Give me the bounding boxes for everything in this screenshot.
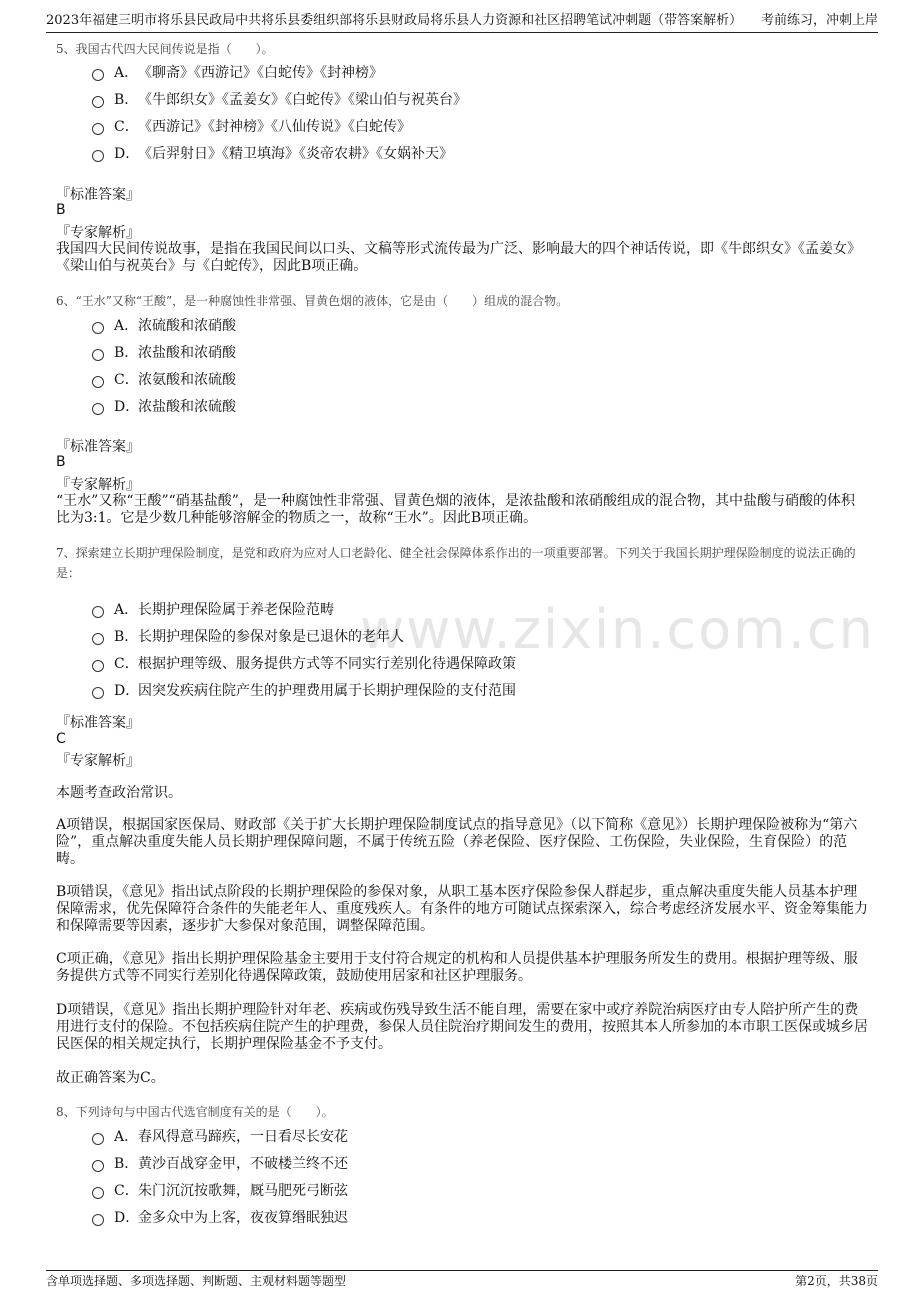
radio-icon[interactable] bbox=[92, 1214, 104, 1226]
radio-icon[interactable] bbox=[92, 633, 104, 645]
option-letter: A． bbox=[114, 318, 139, 334]
option-text: 《后羿射日》《精卫填海》《炎帝农耕》《女娲补天》 bbox=[138, 146, 453, 162]
option-letter: B． bbox=[114, 629, 139, 645]
q8-option-a[interactable] bbox=[92, 1126, 348, 1146]
q5-answer-label: 『标准答案』 bbox=[56, 187, 140, 203]
question-7-stem: 7、探索建立长期护理保险制度，是党和政府为应对人口老龄化、健全社会保障体系作出的一项重要部署。下列关于我国长期护理保险制度的说法正确的是： bbox=[56, 546, 856, 580]
q8-option-b[interactable] bbox=[92, 1153, 348, 1173]
q7-option-c[interactable] bbox=[92, 653, 516, 673]
option-text: 根据护理等级、服务提供方式等不同实行差别化待遇保障政策 bbox=[138, 656, 516, 672]
radio-icon[interactable] bbox=[92, 606, 104, 618]
option-text: 浓盐酸和浓硫酸 bbox=[138, 399, 236, 415]
q7-analysis-conclusion: 故正确答案为C。 bbox=[56, 1070, 165, 1086]
q5-analysis-label: 『专家解析』 bbox=[56, 225, 140, 241]
radio-icon[interactable] bbox=[92, 322, 104, 334]
radio-icon[interactable] bbox=[92, 687, 104, 699]
option-text: 《西游记》《封神榜》《八仙传说》《白蛇传》 bbox=[138, 119, 411, 135]
page-number: 第2页，共38页 bbox=[795, 1274, 878, 1288]
document-title: 2023年福建三明市将乐县民政局中共将乐县委组织部将乐县财政局将乐县人力资源和社区招聘笔试冲刺题（带答案解析） bbox=[46, 13, 743, 28]
q6-option-b[interactable] bbox=[92, 342, 236, 362]
radio-icon[interactable] bbox=[92, 349, 104, 361]
watermark: www.zixin.com.cn bbox=[360, 598, 875, 661]
q8-option-d[interactable] bbox=[92, 1207, 348, 1227]
option-letter: D． bbox=[114, 1210, 140, 1226]
q6-option-c[interactable] bbox=[92, 369, 236, 389]
q6-answer-label: 『标准答案』 bbox=[56, 439, 140, 455]
option-text: 《牛郎织女》《孟姜女》《白蛇传》《梁山伯与祝英台》 bbox=[138, 92, 467, 108]
question-8-stem: 8、下列诗句与中国古代选官制度有关的是（ ）。 bbox=[56, 1105, 334, 1119]
q7-analysis-c: C项正确，《意见》指出长期护理保险基金主要用于支付符合规定的机构和人员提供基本护理服务所发生的费用。根据护理等级、服务提供方式等不同实行差别化待遇保障政策，鼓励使用居家和社区护理服务。 bbox=[56, 951, 858, 984]
radio-icon[interactable] bbox=[92, 69, 104, 81]
option-text: 因突发疾病住院产生的护理费用属于长期护理保险的支付范围 bbox=[138, 683, 516, 699]
option-text: 浓盐酸和浓硝酸 bbox=[138, 345, 236, 361]
q6-analysis: “王水”又称“王酸”“硝基盐酸”，是一种腐蚀性非常强、冒黄色烟的液体，是浓盐酸和浓硝酸组成的混合物，其中盐酸与硝酸的体积比为3:1。它是少数几种能够溶解金的物质之一，故称“王水”。因此B项正确。 bbox=[56, 493, 855, 526]
radio-icon[interactable] bbox=[92, 1160, 104, 1172]
page-footer bbox=[46, 1270, 878, 1291]
q5-option-b[interactable] bbox=[92, 89, 467, 109]
option-text: 长期护理保险属于养老保险范畴 bbox=[138, 602, 334, 618]
q7-answer: C bbox=[56, 731, 66, 747]
q7-option-a[interactable] bbox=[92, 599, 334, 619]
question-5-stem: 5、我国古代四大民间传说是指（ ）。 bbox=[56, 42, 274, 56]
q6-option-d[interactable] bbox=[92, 396, 236, 416]
q6-answer: B bbox=[56, 454, 66, 470]
option-letter: A． bbox=[114, 65, 139, 81]
option-text: 《聊斋》《西游记》《白蛇传》《封神榜》 bbox=[138, 65, 383, 81]
option-letter: A． bbox=[114, 602, 139, 618]
option-letter: B． bbox=[114, 92, 139, 108]
option-letter: C． bbox=[114, 1183, 139, 1199]
q7-analysis-intro: 本题考查政治常识。 bbox=[56, 785, 182, 801]
q5-analysis: 我国四大民间传说故事，是指在我国民间以口头、文稿等形式流传最为广泛、影响最大的四个神话传说，即《牛郎织女》《孟姜女》《梁山伯与祝英台》与《白蛇传》，因此B项正确。 bbox=[56, 241, 861, 274]
radio-icon[interactable] bbox=[92, 1187, 104, 1199]
option-text: 朱门沉沉按歌舞，厩马肥死弓断弦 bbox=[138, 1183, 348, 1199]
option-letter: B． bbox=[114, 345, 139, 361]
q7-option-d[interactable] bbox=[92, 680, 516, 700]
option-letter: C． bbox=[114, 372, 139, 388]
option-text: 浓氨酸和浓硫酸 bbox=[138, 372, 236, 388]
q6-analysis-label: 『专家解析』 bbox=[56, 477, 140, 493]
radio-icon[interactable] bbox=[92, 403, 104, 415]
option-letter: D． bbox=[114, 399, 140, 415]
option-letter: D． bbox=[114, 683, 140, 699]
radio-icon[interactable] bbox=[92, 150, 104, 162]
q5-option-a[interactable] bbox=[92, 62, 383, 82]
option-letter: C． bbox=[114, 656, 139, 672]
option-letter: C． bbox=[114, 119, 139, 135]
option-text: 黄沙百战穿金甲，不破楼兰终不还 bbox=[138, 1156, 348, 1172]
q7-analysis-a: A项错误，根据国家医保局、财政部《关于扩大长期护理保险制度试点的指导意见》（以下简称《意见》）长期护理保险被称为“第六险”，重点解决重度失能人员长期护理保障问题，不属于传统五险（养老保险、医疗保险、工伤保险，失业保险，生育保险）的范畴。 bbox=[56, 817, 858, 867]
q6-option-a[interactable] bbox=[92, 315, 236, 335]
radio-icon[interactable] bbox=[92, 376, 104, 388]
option-text: 长期护理保险的参保对象是已退休的老年人 bbox=[138, 629, 404, 645]
option-letter: D． bbox=[114, 146, 140, 162]
option-text: 金多众中为上客，夜夜算缗眠独迟 bbox=[138, 1210, 348, 1226]
radio-icon[interactable] bbox=[92, 123, 104, 135]
footer-question-types: 含单项选择题、多项选择题、判断题、主观材料题等题型 bbox=[46, 1274, 347, 1288]
option-letter: B． bbox=[114, 1156, 139, 1172]
page-header bbox=[46, 10, 878, 33]
q5-option-c[interactable] bbox=[92, 116, 411, 136]
q8-option-c[interactable] bbox=[92, 1180, 348, 1200]
header-slogan: 考前练习，冲刺上岸 bbox=[760, 13, 878, 28]
option-text: 浓硫酸和浓硝酸 bbox=[138, 318, 236, 334]
radio-icon[interactable] bbox=[92, 660, 104, 672]
q5-option-d[interactable] bbox=[92, 143, 453, 163]
q7-analysis-b: B项错误，《意见》指出试点阶段的长期护理保险的参保对象，从职工基本医疗保险参保人群起步，重点解决重度失能人员基本护理保障需求，优先保障符合条件的失能老年人、重度残疾人。有条件的地方可随试点探索深入，综合考虑经济发展水平、资金筹集能力和保障需要等因素，逐步扩大参保对象范围，调整保障范围。 bbox=[56, 884, 868, 934]
q5-answer: B bbox=[56, 202, 66, 218]
option-letter: A． bbox=[114, 1129, 139, 1145]
option-text: 春风得意马蹄疾，一日看尽长安花 bbox=[138, 1129, 348, 1145]
radio-icon[interactable] bbox=[92, 1133, 104, 1145]
q7-option-b[interactable] bbox=[92, 626, 404, 646]
q7-analysis-d: D项错误，《意见》指出长期护理险针对年老、疾病或伤残导致生活不能自理，需要在家中或疗养院治病医疗由专人陪护所产生的费用进行支付的保险。不包括疾病住院产生的护理费，参保人员住院治疗期间发生的费用，按照其本人所参加的本市职工医保或城乡居民医保的相关规定执行，长期护理保险基金不予支付。 bbox=[56, 1002, 868, 1052]
q7-analysis-label: 『专家解析』 bbox=[56, 753, 140, 769]
radio-icon[interactable] bbox=[92, 96, 104, 108]
question-6-stem: 6、“王水”又称“王酸”，是一种腐蚀性非常强、冒黄色烟的液体，它是由（ ）组成的混合物。 bbox=[56, 294, 569, 308]
q7-answer-label: 『标准答案』 bbox=[56, 715, 140, 731]
